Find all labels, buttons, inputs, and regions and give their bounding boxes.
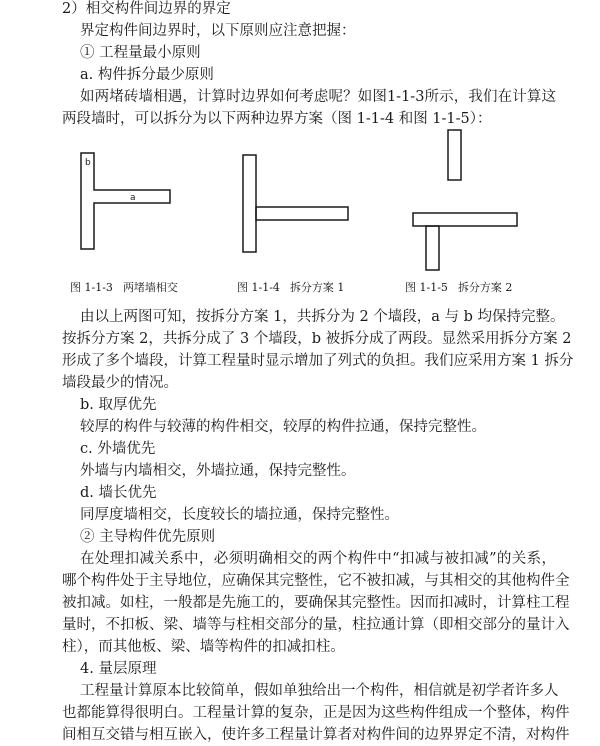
figure-number: 图 1-1-4 xyxy=(237,281,280,294)
section-heading-4: 4. 量层原理 xyxy=(80,661,157,677)
figure-title: 两堵墙相交 xyxy=(122,281,178,294)
paragraph-line: 由以上两图可知，按拆分方案 1，共拆分为 2 个墙段，a 与 b 均保持完整。 xyxy=(80,309,565,325)
paragraph-line: 间相互交错与相互嵌入，使许多工程量计算者对构件间的边界界定不清，对构件 xyxy=(62,727,570,743)
paragraph-line: 较厚的构件与较薄的构件相交，较厚的构件拉通，保持完整性。 xyxy=(80,419,486,435)
figure-number: 图 1-1-3 xyxy=(70,281,113,294)
figure-number: 图 1-1-5 xyxy=(405,281,448,294)
paragraph-line: 如两堵砖墙相遇，计算时边界如何考虑呢？如图1-1-3所示，我们在计算这 xyxy=(80,89,556,105)
paragraph-line: 也都能算得很明白。工程量计算的复杂，正是因为这些构件组成一个整体，构件 xyxy=(62,705,570,721)
paragraph-line: 外墙与内墙相交，外墙拉通，保持完整性。 xyxy=(80,463,356,479)
t-wall-outline xyxy=(81,153,170,249)
paragraph-line: 两段墙时，可以拆分为以下两种边界方案（图 1-1-4 和图 1-1-5）： xyxy=(62,111,492,127)
paragraph-line: 同厚度墙相交，长度较长的墙拉通，保持完整性。 xyxy=(80,507,399,523)
wall-segment-a xyxy=(413,213,517,226)
figure-caption-1 xyxy=(70,279,178,295)
paragraph-line: 在处理扣减关系中，必须明确相交的两个构件中“扣减与被扣减”的关系， xyxy=(80,551,556,567)
subsection-heading: 2）相交构件间边界的界定 xyxy=(62,1,231,17)
paragraph-line: 量时，不扣板、梁、墙等与柱相交部分的量，柱拉通计算（即相交部分的量计入 xyxy=(62,617,570,633)
figure-caption-2 xyxy=(237,279,344,295)
wall-segment-b-upper xyxy=(448,130,461,180)
wall-label-b: b xyxy=(85,158,91,168)
paragraph-line: 哪个构件处于主导地位，应确保其完整性，它不被扣减，与其相交的其他构件全 xyxy=(62,573,570,589)
figure-split-scheme-1 xyxy=(242,154,352,254)
principle-heading-1: ① 工程量最小原则 xyxy=(80,45,201,61)
paragraph-line: 柱），而其他板、梁、墙等构件的扣减扣柱。 xyxy=(62,639,345,655)
rule-heading-c: c. 外墙优先 xyxy=(80,441,156,457)
figure-caption-3 xyxy=(405,279,512,295)
paragraph-line: 被扣减。如柱，一般都是先施工的，要确保其完整性。因而扣减时，计算柱工程 xyxy=(62,595,570,611)
paragraph-line: 工程量计算原本比较简单，假如单独给出一个构件，相信就是初学者许多人 xyxy=(80,683,559,699)
principle-heading-2: ② 主导构件优先原则 xyxy=(80,529,216,545)
rule-heading-d: d. 墙长优先 xyxy=(80,485,157,501)
paragraph-line: 按拆分方案 2，共拆分成了 3 个墙段，b 被拆分成了两段。显然采用拆分方案 2 xyxy=(62,331,572,347)
figure-title: 拆分方案 2 xyxy=(457,281,513,294)
paragraph-line: 形成了多个墙段，计算工程量时显示增加了列式的负担。我们应采用方案 1 拆分 xyxy=(62,353,574,369)
wall-label-a: a xyxy=(130,193,136,203)
figure-two-walls-intersect xyxy=(80,150,180,250)
rule-heading-a: a. 构件拆分最少原则 xyxy=(80,67,214,83)
wall-segment-b xyxy=(243,155,256,252)
figure-title: 拆分方案 1 xyxy=(289,281,345,294)
wall-segment-b-lower xyxy=(426,226,439,270)
figure-split-scheme-2 xyxy=(412,129,522,272)
intro-paragraph: 界定构件间边界时，以下原则应注意把握： xyxy=(80,23,356,39)
rule-heading-b: b. 取厚优先 xyxy=(80,397,157,413)
paragraph-line: 墙段最少的情况。 xyxy=(62,375,178,391)
wall-segment-a xyxy=(256,207,348,220)
